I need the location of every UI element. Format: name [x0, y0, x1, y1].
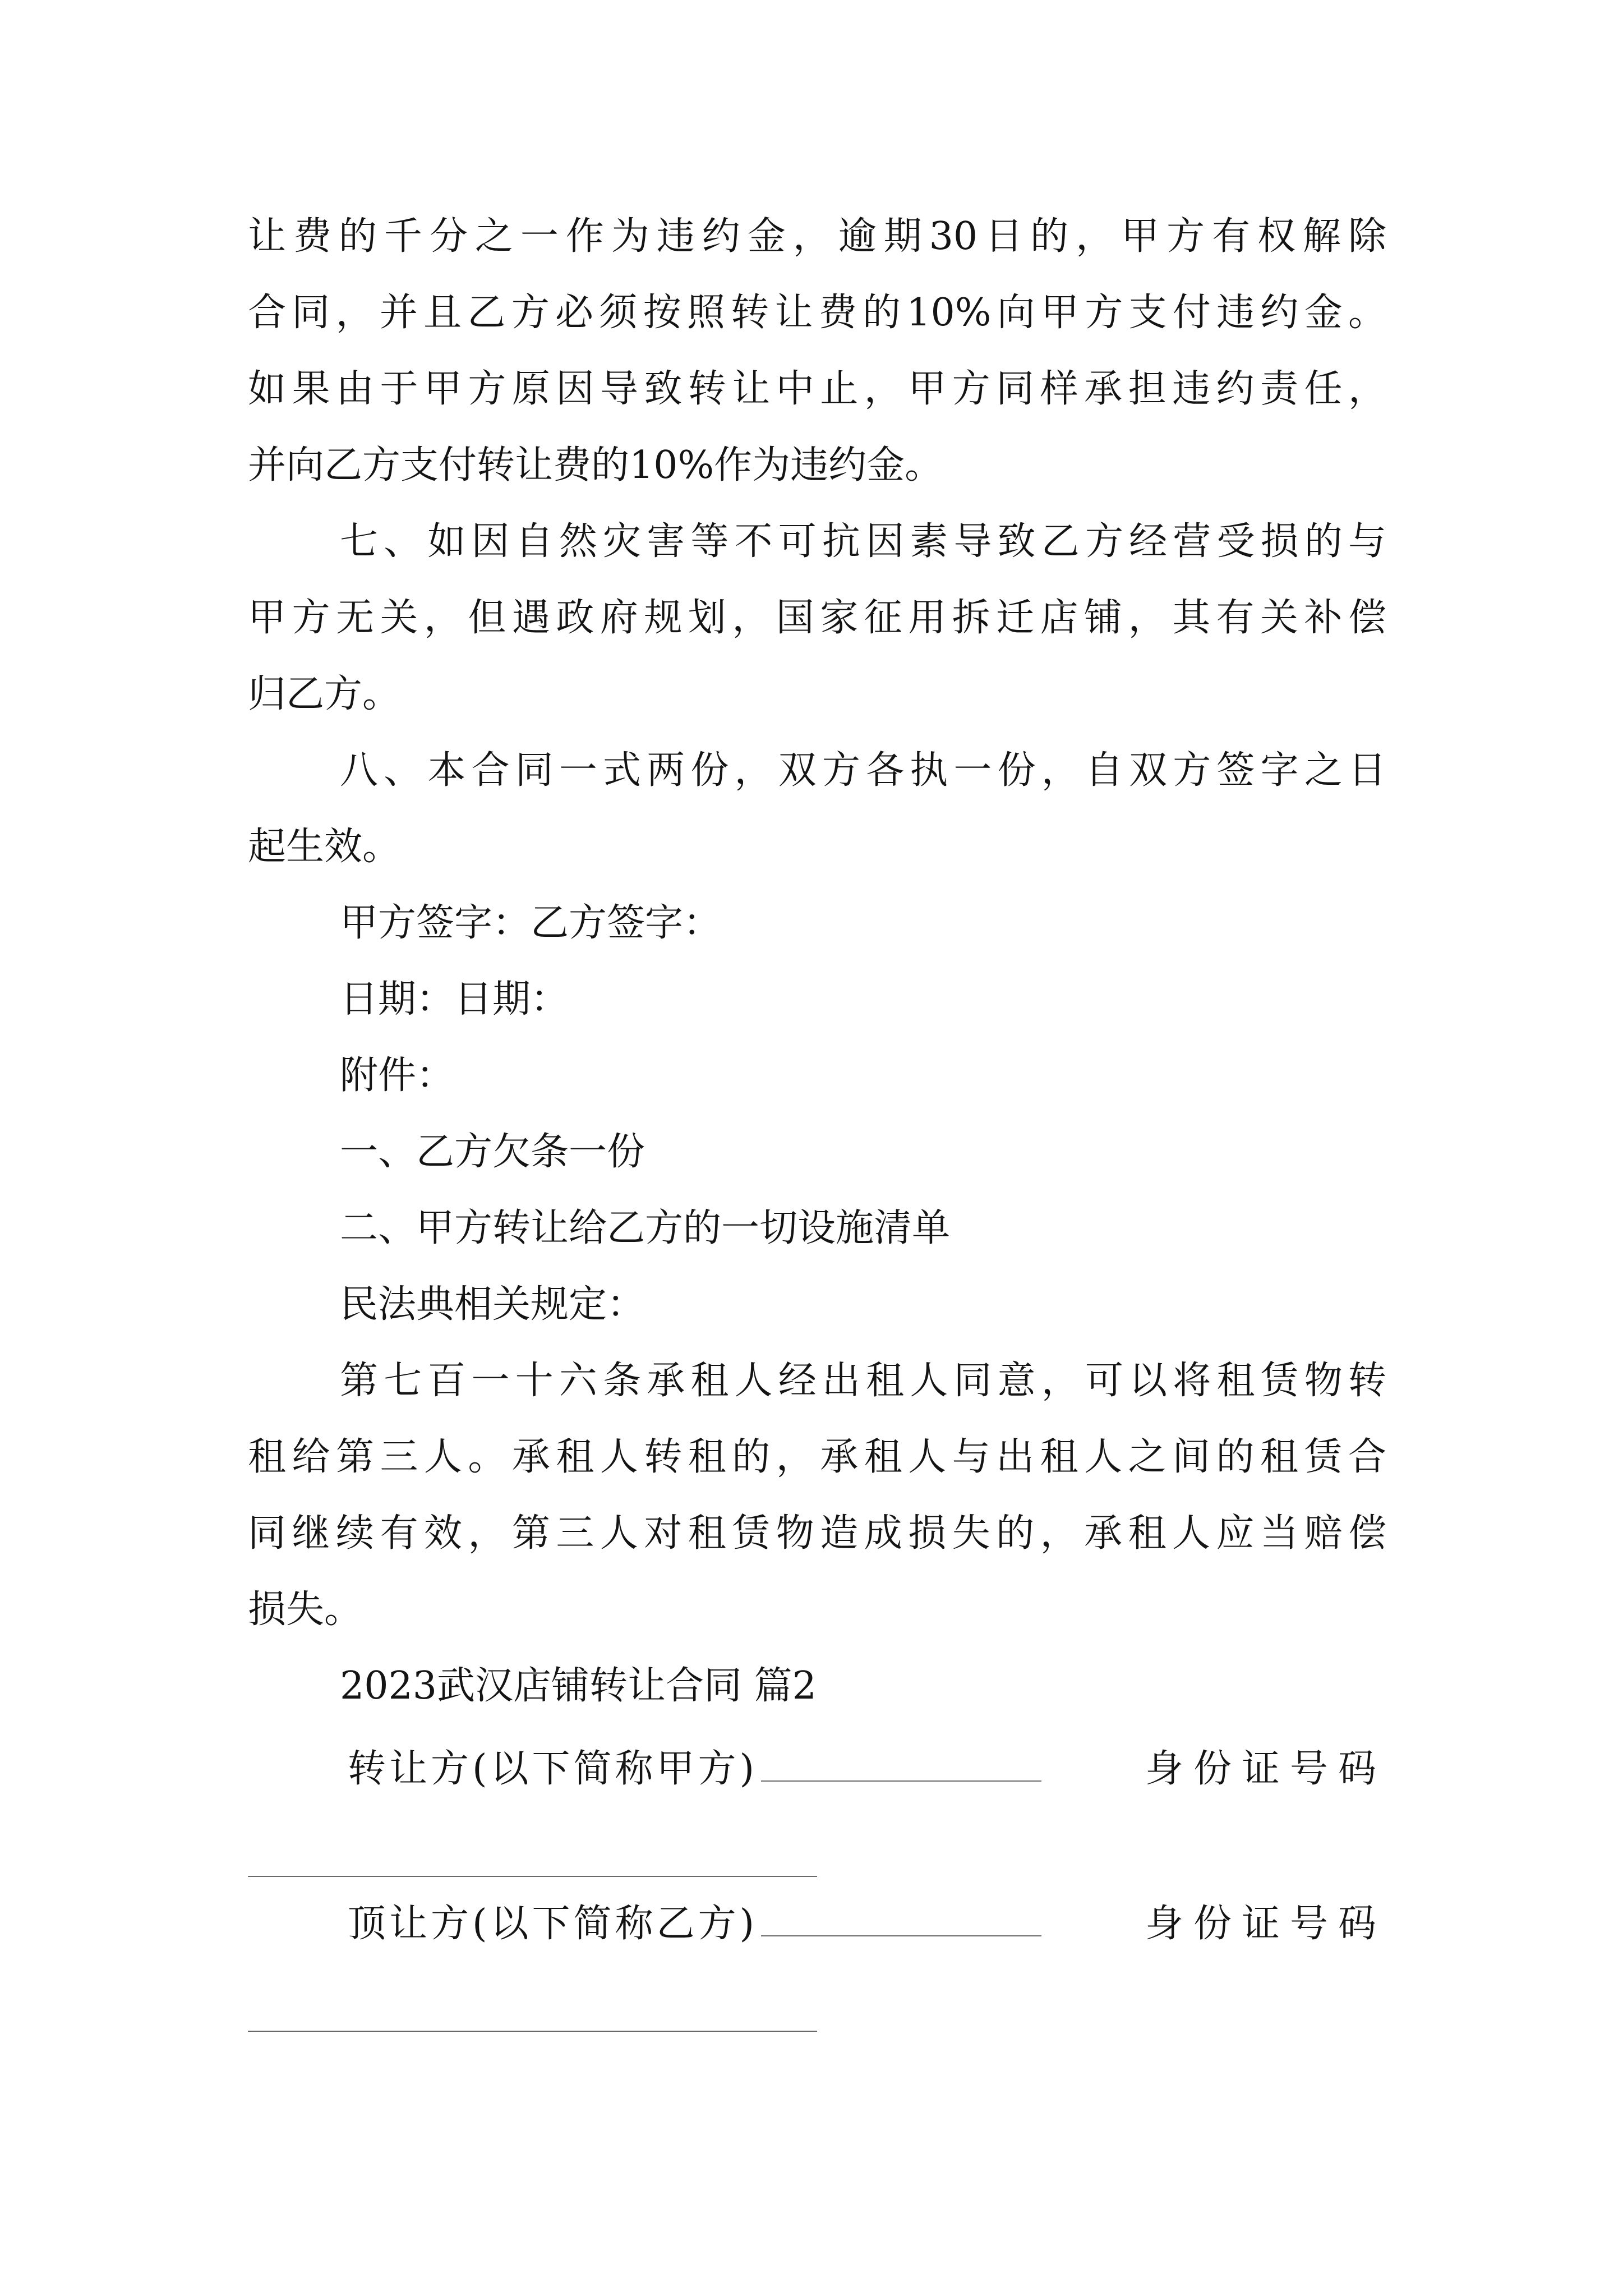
signature-line: 甲方签字：乙方签字：	[340, 901, 722, 945]
attachment-item: 二、甲方转让给乙方的一切设施清单	[340, 1206, 951, 1250]
text-line: 起生效。	[248, 825, 401, 869]
party-label: 顶让方(以下简称乙方)	[348, 1902, 758, 1946]
civil-code-line: 租给第三人。承租人转租的，承租人与出租人之间的租赁合	[248, 1435, 1386, 1479]
id-number-blank	[248, 2031, 817, 2032]
party-transferor-row	[348, 1741, 1386, 1797]
clause-8-line: 八、本合同一式两份，双方各执一份，自双方签字之日	[340, 748, 1386, 793]
name-blank	[761, 1902, 1041, 1936]
id-number-blank	[248, 1876, 817, 1877]
party-label: 转让方(以下简称甲方)	[348, 1747, 758, 1791]
civil-code-line: 第七百一十六条承租人经出租人同意，可以将租赁物转	[340, 1359, 1386, 1403]
text-line: 如果由于甲方原因导致转让中止，甲方同样承担违约责任，	[248, 367, 1386, 411]
text-line: 甲方无关，但遇政府规划，国家征用拆迁店铺，其有关补偿	[248, 596, 1386, 640]
civil-code-line: 同继续有效，第三人对租赁物造成损失的，承租人应当赔偿	[248, 1511, 1386, 1556]
name-blank	[761, 1747, 1041, 1782]
text-line: 并向乙方支付转让费的10%作为违约金。	[248, 443, 943, 487]
civil-code-heading: 民法典相关规定：	[340, 1282, 645, 1327]
attachments-label: 附件：	[340, 1053, 455, 1098]
party-transferee-row	[348, 1896, 1386, 1952]
text-line: 合同，并且乙方必须按照转让费的10%向甲方支付违约金。	[248, 291, 1386, 335]
id-number-label: 身份证号码	[1145, 1902, 1386, 1946]
text-line: 让费的千分之一作为违约金，逾期30日的，甲方有权解除	[248, 214, 1386, 259]
section-title: 2023武汉店铺转让合同 篇2	[340, 1664, 817, 1708]
civil-code-line: 损失。	[248, 1588, 363, 1632]
id-number-label: 身份证号码	[1145, 1747, 1386, 1791]
attachment-item: 一、乙方欠条一份	[340, 1130, 645, 1174]
date-line: 日期：日期：	[340, 977, 569, 1022]
text-line: 归乙方。	[248, 672, 401, 716]
clause-7-line: 七、如因自然灾害等不可抗因素导致乙方经营受损的与	[340, 519, 1386, 564]
